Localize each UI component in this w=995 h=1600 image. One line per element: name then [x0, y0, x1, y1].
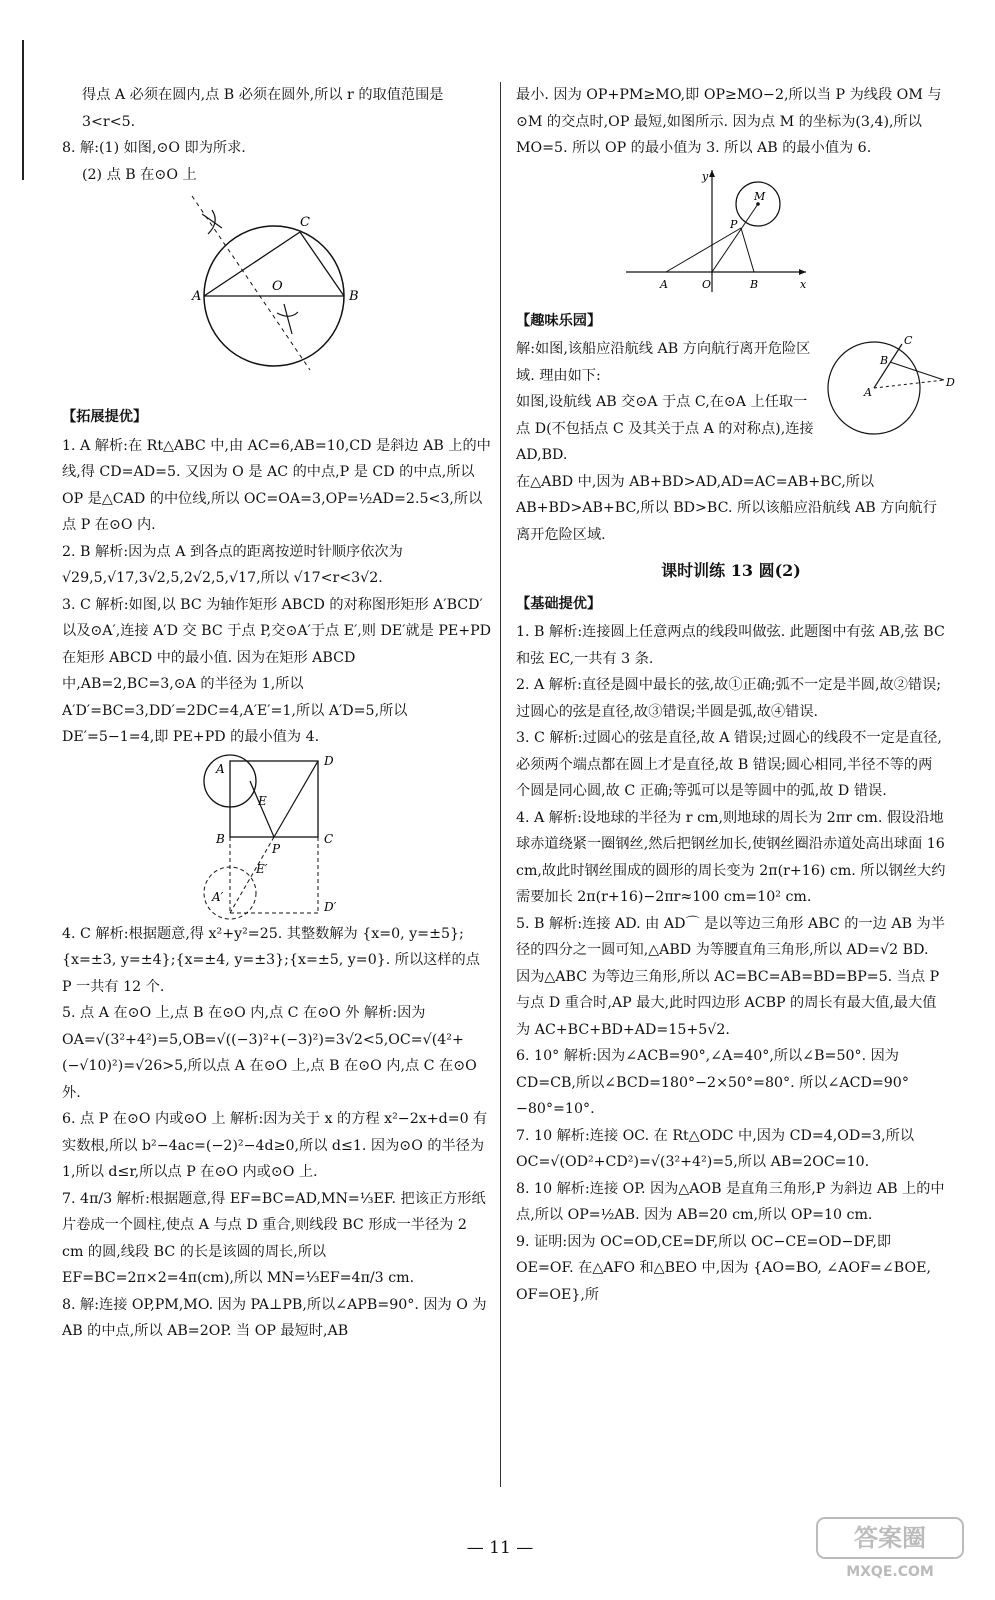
answer-8: 8. 解:连接 OP,PM,MO. 因为 PA⊥PB,所以∠APB=90°. 因为 O 为 AB 的中点,所以 AB=2OP. 当 OP 最短时,AB — [62, 1296, 487, 1339]
svg-text:MXQE.COM: MXQE.COM — [846, 1564, 934, 1580]
ship-route-figure — [826, 332, 956, 442]
section-heading: 【趣味乐园】 — [516, 312, 602, 329]
answer-1: 1. A 解析:在 Rt△ABC 中,由 AC=6,AB=10,CD 是斜边 AB 上的中线,得 CD=AD=5. 又因为 O 是 AC 的中点,P 是 CD 的中点,所以 OP 是△CAD 的中位线,所以 OC=OA=3,OP=½AD=2.5<3,所以点 P 在⊙O 内. — [62, 437, 491, 533]
answer-5: 5. B 解析:连接 AD. 由 AD⌒ 是以等边三角形 ABC 的一边 AB 为半径的四分之一圆可知,△ABD 为等腰直角三角形,所以 AD=√2 BD. 因为△ABC 为等边三角形,所以 AC=BC=AB=BD=BP=5. 当点 P 与点 D 重合时,AP 最大,此时四边形 ACBP 的周长有最大值,最大值为 AC+BC+BD+AD=15+5√2. — [516, 915, 945, 1038]
fig-label: D — [324, 753, 334, 768]
fig-label: A′ — [212, 889, 224, 904]
fig-label: A — [660, 277, 668, 291]
circle-construction-figure — [62, 188, 492, 398]
fun-section — [516, 334, 955, 548]
fig-label: C — [324, 831, 334, 846]
answer-5: 5. 点 A 在⊙O 上,点 B 在⊙O 内,点 C 在⊙O 外 解析:因为 OA=√(3²+4²)=5,OB=√((−3)²+(−3)²)=3√2<5,OC=√(4²+(−√10)²)=√26>5,所以点 A 在⊙O 上,点 B 在⊙O 内,点 C 在⊙O 外. — [62, 1005, 477, 1101]
fig-label: A — [864, 386, 872, 399]
question-8: 8. 解:(1) 如图,⊙O 即为所求. — [62, 140, 246, 156]
answer-1: 1. B 解析:连接圆上任意两点的线段叫做弦. 此题图中有弦 AB,弦 BC 和弦 EC,一共有 3 条. — [516, 624, 945, 667]
fig-label: P — [730, 217, 738, 231]
fun-reason: 如图,设航线 AB 交⊙A 于点 C,在⊙A 上任取一点 D(不包括点 C 及其关于点 A 的对称点),连接 AD,BD. — [516, 394, 814, 463]
fig-label: C — [904, 334, 913, 347]
answer-4: 4. C 解析:根据题意,得 x²+y²=25. 其整数解为 {x=0, y=±5};{x=±3, y=±4};{x=±4, y=±3};{x=±5, y=0}. 所以这样的点 P 一共有 12 个. — [62, 925, 480, 995]
fig-label: y — [702, 169, 709, 183]
answer-4: 4. A 解析:设地球的半径为 r cm,则地球的周长为 2πr cm. 假设沿地球赤道绕紧一圈钢丝,然后把钢丝加长,使钢丝圈沿赤道处高出球面 16 cm,故此时钢丝围成的圆形的周长变为 2π(r+16) cm. 所以钢丝大约需要加长 2π(r+16)−2πr≈100 cm=10² cm. — [516, 809, 946, 905]
answer-7: 7. 4π/3 解析:根据题意,得 EF=BC=AD,MN=⅓EF. 把该正方形纸片卷成一个圆柱,使点 A 与点 D 重合,则线段 BC 形成一半径为 2 cm 的圆,线段 BC 的长是该圆的周长,所以 EF=BC=2π×2=4π(cm),所以 MN=⅓EF=4π/3 cm. — [62, 1190, 486, 1286]
fig-label: O — [702, 277, 712, 291]
fig-label: B — [216, 831, 225, 846]
right-column — [516, 82, 955, 1308]
text-block: 得点 A 必须在圆内,点 B 必须在圆外,所以 r 的取值范围是 3<r<5. — [82, 87, 444, 130]
answer-3: 3. C 解析:如图,以 BC 为轴作矩形 ABCD 的对称图形矩形 A′BCD′以及⊙A′,连接 A′D 交 BC 于点 P,交⊙A′于点 E′,则 DE′就是 PE+PD 在矩形 ABCD 中的最小值. 因为在矩形 ABCD 中,AB=2,BC=3,⊙A 的半径为 1,所以 A′D′=BC=3,DD′=2DC=4,A′E′=1,所以 A′D=5,所以 DE′=5−1=4,即 PE+PD 的最小值为 4. — [62, 596, 492, 745]
answer-7: 7. 10 解析:连接 OC. 在 Rt△ODC 中,因为 CD=4,OD=3,所以 OC=√(OD²+CD²)=√(3²+4²)=5,所以 AB=2OC=10. — [516, 1127, 915, 1170]
page-number: — 11 — — [466, 1538, 534, 1558]
fig-label: B — [349, 289, 359, 304]
coordinate-figure — [516, 162, 946, 302]
fig-label: D — [946, 376, 955, 389]
answer-8: 8. 10 解析:连接 OP. 因为△AOB 是直角三角形,P 为斜边 AB 上的中点,所以 OP=½AB. 因为 AB=20 cm,所以 OP=10 cm. — [516, 1180, 945, 1223]
fig-label: A — [192, 289, 202, 304]
left-column — [62, 82, 492, 1345]
fig-label: C — [300, 215, 310, 230]
page-edge-mark — [22, 40, 24, 180]
fig-label: E — [258, 793, 267, 808]
watermark-logo — [815, 1516, 965, 1582]
answer-6: 6. 10° 解析:因为∠ACB=90°,∠A=40°,所以∠B=50°. 因为 CD=CB,所以∠BCD=180°−2×50°=80°. 所以∠ACD=90°−80°=10°. — [516, 1048, 909, 1117]
section-heading: 【拓展提优】 — [62, 409, 148, 425]
fig-label: E′ — [256, 861, 268, 876]
answer-2: 2. B 解析:因为点 A 到各点的距离按逆时针顺序依次为 √29,5,√17,3√2,5,2√2,5,√17,所以 √17<r<3√2. — [62, 543, 403, 586]
question-8-part-2: (2) 点 B 在⊙O 上 — [82, 166, 197, 183]
fig-label: B — [750, 277, 759, 291]
rectangle-circle-figure — [62, 751, 492, 921]
fig-label: D′ — [324, 899, 337, 914]
fig-label: x — [800, 277, 807, 291]
answer-6: 6. 点 P 在⊙O 内或⊙O 上 解析:因为关于 x 的方程 x²−2x+d=0 有实数根,所以 b²−4ac=(−2)²−4d≥0,所以 d≤1. 因为⊙O 的半径为 1,所以 d≤r,所以点 P 在⊙O 内或⊙O 上. — [62, 1111, 488, 1180]
lesson-title: 课时训练 13 圆(2) — [661, 561, 801, 580]
svg-text:答案圈: 答案圈 — [854, 1524, 926, 1552]
fig-label: A — [216, 761, 225, 776]
text-block: 最小. 因为 OP+PM≥MO,即 OP≥MO−2,所以当 P 为线段 OM 与⊙M 的交点时,OP 最短,如图所示. 因为点 M 的坐标为(3,4),所以 MO=5. 所以 OP 的最小值为 3. 所以 AB 的最小值为 6. — [516, 87, 942, 156]
answer-2: 2. A 解析:直径是圆中最长的弦,故①正确;弧不一定是半圆,故②错误;过圆心的弦是直径,故③错误;半圆是弧,故④错误. — [516, 677, 942, 720]
fig-label: O — [272, 279, 283, 294]
fig-label: P — [272, 841, 281, 856]
answer-3: 3. C 解析:过圆心的弦是直径,故 A 错误;过圆心的线段不一定是直径,必须两个端点都在圆上才是直径,故 B 错误;圆心相同,半径不等的两个圆是同心圆,故 C 正确;等弧可以是等圆中的弧,故 D 错误. — [516, 730, 942, 799]
fig-label: M — [754, 189, 766, 203]
column-divider — [500, 82, 501, 1487]
fig-label: B — [880, 354, 889, 367]
fun-answer: 解:如图,该船应沿航线 AB 方向航行离开危险区域. 理由如下: — [516, 341, 811, 384]
fun-conclusion: 在△ABD 中,因为 AB+BD>AD,AD=AC=AB+BC,所以 AB+BD>AB+BC,所以 BD>BC. 所以该船应沿航线 AB 方向航行离开危险区域. — [516, 473, 937, 543]
answer-9: 9. 证明:因为 OC=OD,CE=DF,所以 OC−CE=OD−DF,即 OE=OF. 在△AFO 和△BEO 中,因为 {AO=BO, ∠AOF=∠BOE, OF=OE},所 — [516, 1233, 931, 1303]
section-heading: 【基础提优】 — [516, 595, 602, 612]
